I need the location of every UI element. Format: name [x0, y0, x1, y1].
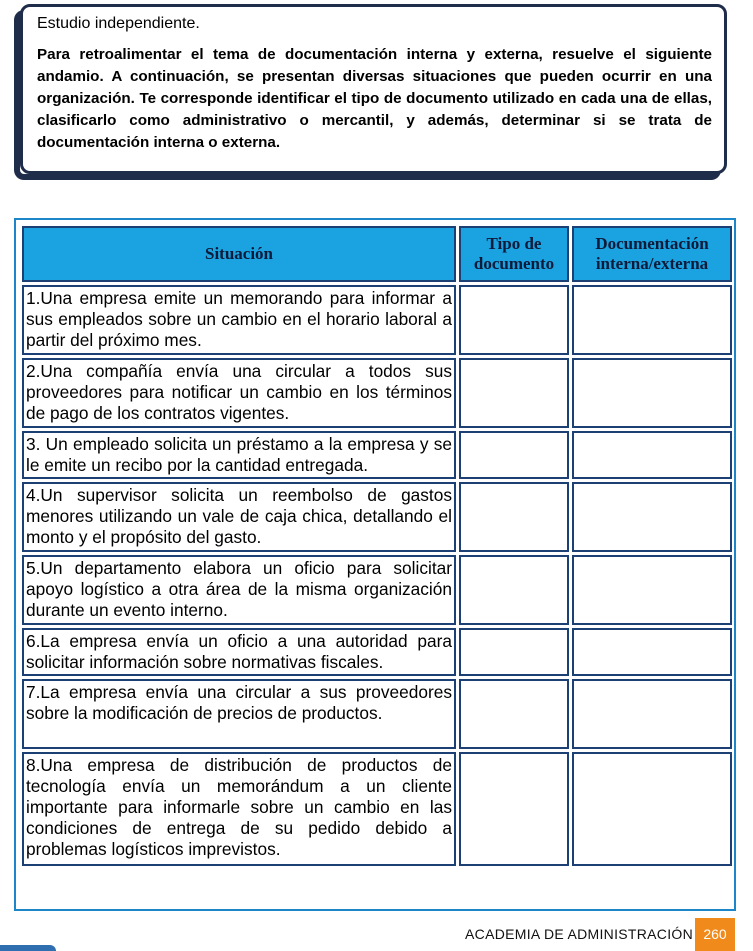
documentacion-cell[interactable] — [572, 628, 732, 676]
tipo-documento-cell[interactable] — [459, 358, 569, 428]
tipo-documento-cell[interactable] — [459, 482, 569, 552]
documentacion-cell[interactable] — [572, 555, 732, 625]
table-row — [22, 482, 732, 552]
instructions-body: Para retroalimentar el tema de documentación interna y externa, resuelve el siguiente andamio. A continuación, se presentan diversas situaciones que pueden ocurrir en una organización. Te corresponde identificar el tipo de documento utilizado en cada una de ellas, clasificarlo como administrativo o mercantil, y además, determinar si se trata de documentación interna o externa. — [37, 46, 712, 151]
documentacion-cell[interactable] — [572, 752, 732, 866]
tipo-documento-cell[interactable] — [459, 555, 569, 625]
tipo-documento-cell[interactable] — [459, 679, 569, 749]
situation-cell: 2.Una compañía envía una circular a todos sus proveedores para notificar un cambio en los términos de pago de los contratos vigentes. — [22, 358, 456, 428]
instructions-box — [20, 4, 727, 174]
documentacion-cell[interactable] — [572, 358, 732, 428]
table-row — [22, 285, 732, 355]
table-row — [22, 628, 732, 676]
documentacion-cell[interactable] — [572, 482, 732, 552]
header-situacion: Situación — [22, 226, 456, 282]
tipo-documento-cell[interactable] — [459, 285, 569, 355]
tipo-documento-cell[interactable] — [459, 628, 569, 676]
table-row — [22, 431, 732, 479]
footer-accent-tab — [0, 945, 56, 951]
documentacion-cell[interactable] — [572, 285, 732, 355]
situation-cell: 5.Un departamento elabora un oficio para solicitar apoyo logístico a otra área de la misma organización durante un evento interno. — [22, 555, 456, 625]
table-row — [22, 679, 732, 749]
tipo-documento-cell[interactable] — [459, 431, 569, 479]
documentacion-cell[interactable] — [572, 431, 732, 479]
situation-cell: 8.Una empresa de distribución de productos de tecnología envía un memorándum a un cliente importante para informarle sobre un cambio en las condiciones de entrega de su pedido debido a problemas logísticos imprevistos. — [22, 752, 456, 866]
tipo-documento-cell[interactable] — [459, 752, 569, 866]
page-footer — [0, 918, 753, 951]
scaffold-table-frame — [14, 218, 736, 911]
situation-cell: 7.La empresa envía una circular a sus proveedores sobre la modificación de precios de productos. — [22, 679, 456, 749]
situation-cell: 6.La empresa envía un oficio a una autoridad para solicitar información sobre normativas fiscales. — [22, 628, 456, 676]
scaffold-table — [19, 223, 735, 869]
footer-academy-label: ACADEMIA DE ADMINISTRACIÓN — [465, 926, 693, 942]
situation-cell: 1.Una empresa emite un memorando para informar a sus empleados sobre un cambio en el horario laboral a partir del próximo mes. — [22, 285, 456, 355]
page-number-badge: 260 — [695, 918, 735, 951]
header-tipo-documento: Tipo de documento — [459, 226, 569, 282]
documentacion-cell[interactable] — [572, 679, 732, 749]
header-documentacion: Documentación interna/externa — [572, 226, 732, 282]
table-row — [22, 358, 732, 428]
situation-cell: 3. Un empleado solicita un préstamo a la empresa y se le emite un recibo por la cantidad entregada. — [22, 431, 456, 479]
situation-cell: 4.Un supervisor solicita un reembolso de gastos menores utilizando un vale de caja chica, detallando el monto y el propósito del gasto. — [22, 482, 456, 552]
instructions-title: Estudio independiente. — [37, 15, 200, 32]
table-row — [22, 555, 732, 625]
table-header-row — [22, 226, 732, 282]
table-row — [22, 752, 732, 866]
